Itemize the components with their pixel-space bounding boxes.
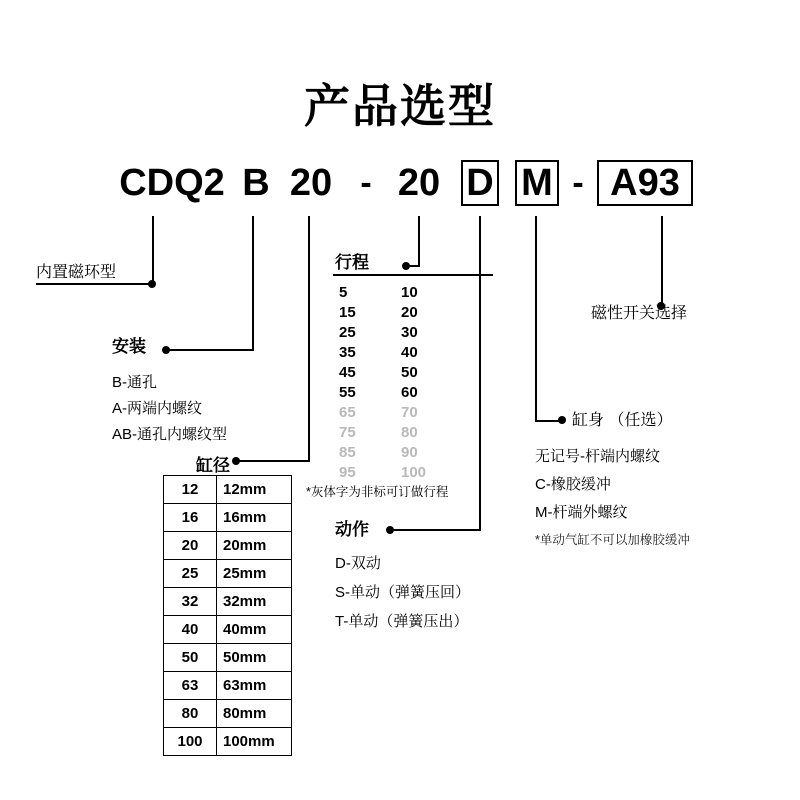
code-segment-stroke: 20 [397,162,441,204]
bore-val: 32mm [217,588,292,616]
stroke-table [333,283,493,482]
label-mount-title: 安装 [112,337,146,356]
bore-num: 20 [164,532,217,560]
stroke-value: 90 [401,444,418,461]
stroke-value: 80 [401,424,418,441]
bore-val: 80mm [217,700,292,728]
label-action-option-0: D-双动 [335,555,381,572]
leader-mount-vertical [252,216,254,350]
stroke-value: 65 [339,404,356,421]
stroke-value: 70 [401,404,418,421]
bore-val: 100mm [217,728,292,756]
table-row [164,560,292,588]
stroke-value: 75 [339,424,356,441]
label-body-option-2: M-杆端外螺纹 [535,504,628,521]
leader-mount-dot [162,346,170,354]
leader-bore-dot [232,457,240,465]
label-action-option-2: T-单动（弹簧压出） [335,613,469,630]
code-segment-cdq2: CDQ2 [119,162,225,204]
leader-action-horizontal [392,529,481,531]
bore-num: 80 [164,700,217,728]
page-title: 产品选型 [304,80,496,132]
code-segment-action: D [461,160,499,206]
bore-num: 16 [164,504,217,532]
stroke-value: 45 [339,364,356,381]
table-row [164,504,292,532]
leader-magnet-vertical [152,216,154,284]
leader-bore-horizontal [236,460,310,462]
stroke-value: 25 [339,324,356,341]
table-row [164,588,292,616]
label-action-option-1: S-单动（弹簧压回） [335,584,471,601]
bore-num: 12 [164,476,217,504]
bore-num: 32 [164,588,217,616]
leader-body-dot [558,416,566,424]
stroke-value: 55 [339,384,356,401]
leader-bore-vertical [308,216,310,461]
table-row [164,672,292,700]
stroke-value: 10 [401,284,418,301]
table-row [164,476,292,504]
label-body-note: *单动气缸不可以加橡胶缓冲 [535,533,690,547]
bore-val: 12mm [217,476,292,504]
table-row [164,532,292,560]
bore-num: 25 [164,560,217,588]
stroke-value: 95 [339,464,356,481]
stroke-value: 40 [401,344,418,361]
stroke-value: 35 [339,344,356,361]
code-dash-1: - [360,164,372,202]
leader-action-vertical [479,216,481,531]
stroke-value: 20 [401,304,418,321]
label-mount-option-0: B-通孔 [112,374,158,391]
table-row [164,644,292,672]
stroke-title-wrap [333,248,493,273]
bore-num: 100 [164,728,217,756]
stroke-value: 15 [339,304,356,321]
label-mount-option-1: A-两端内螺纹 [112,400,203,417]
model-code-row [0,160,800,216]
bore-num: 50 [164,644,217,672]
label-body-option-1: C-橡胶缓冲 [535,476,611,493]
bore-num: 40 [164,616,217,644]
table-row [164,728,292,756]
bore-val: 40mm [217,616,292,644]
label-body-title: 缸身 （任选） [572,412,673,429]
leader-mount-horizontal [166,349,254,351]
stroke-value: 60 [401,384,418,401]
table-row [164,700,292,728]
label-mount-option-2: AB-通孔内螺纹型 [112,426,228,443]
bore-val: 50mm [217,644,292,672]
leader-switch-vertical [661,216,663,308]
stroke-value: 50 [401,364,418,381]
stroke-value: 85 [339,444,356,461]
label-body-option-0: 无记号-杆端内螺纹 [535,448,660,465]
leader-body-vertical [535,216,537,422]
leader-action-dot [386,526,394,534]
leader-magnet-horizontal [36,283,150,285]
label-stroke-title: 行程 [335,253,369,272]
code-segment-bore: 20 [289,162,333,204]
code-segment-switch: A93 [597,160,693,206]
stroke-underline [333,274,493,276]
label-bore-title: 缸径 [196,456,230,475]
bore-val: 63mm [217,672,292,700]
code-dash-2: - [572,164,584,202]
stroke-value: 5 [339,284,348,301]
stroke-value: 100 [401,464,427,481]
code-segment-mount: B [242,162,270,204]
label-action-title: 动作 [335,520,369,539]
bore-val: 20mm [217,532,292,560]
stroke-value: 30 [401,324,418,341]
bore-val: 16mm [217,504,292,532]
bore-table [163,475,292,756]
label-switch: 磁性开关选择 [591,305,688,322]
code-segment-body: M [515,160,559,206]
table-row [164,616,292,644]
bore-num: 63 [164,672,217,700]
label-stroke-note: *灰体字为非标可订做行程 [306,485,449,499]
bore-val: 25mm [217,560,292,588]
label-magnet: 内置磁环型 [36,264,117,281]
